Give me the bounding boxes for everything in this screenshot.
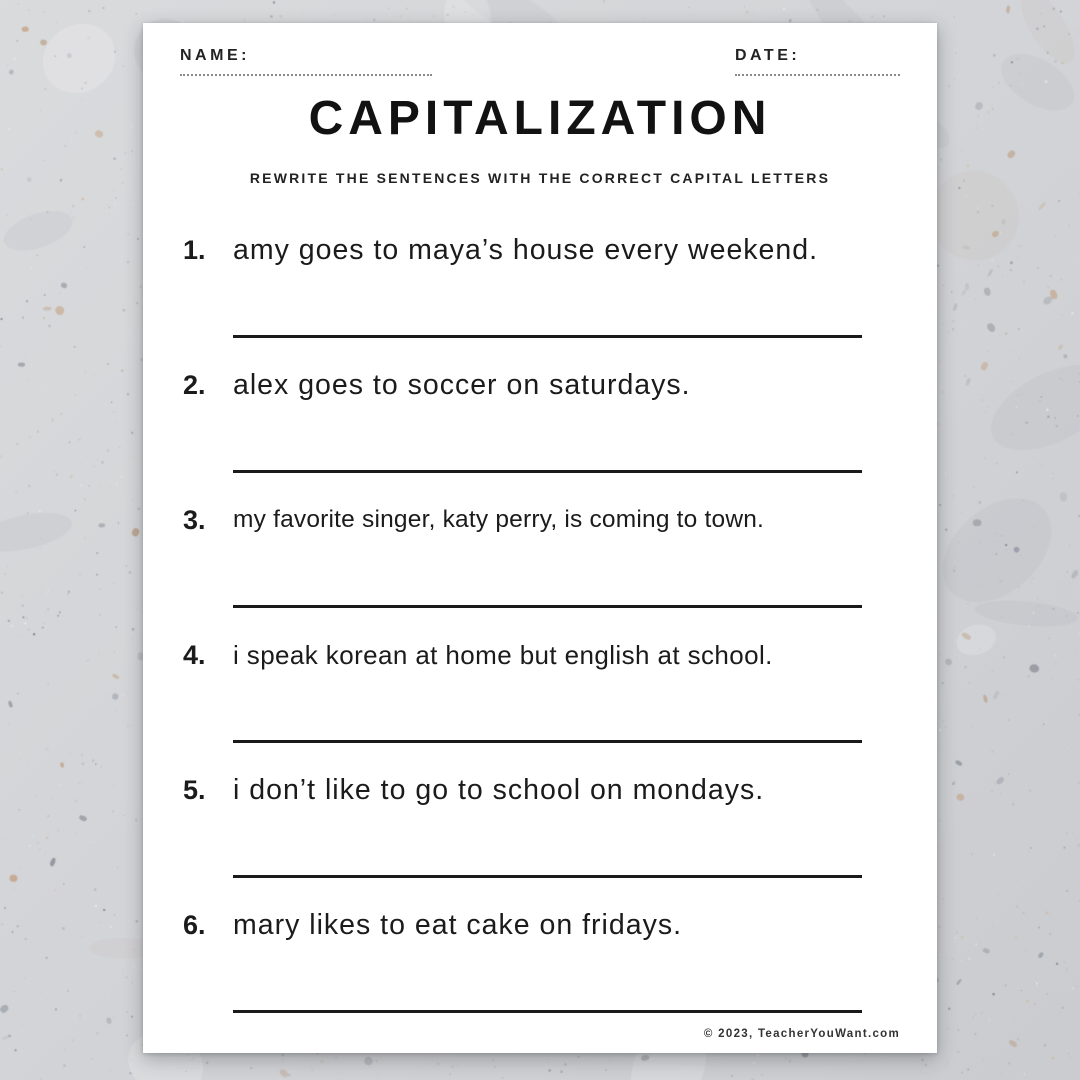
exercise-sentence: amy goes to maya’s house every weekend. [233, 234, 819, 266]
exercise-sentence: mary likes to eat cake on fridays. [233, 909, 683, 941]
exercise-sentence: alex goes to soccer on saturdays. [233, 369, 691, 401]
exercise-item [183, 638, 862, 773]
answer-line [233, 1010, 862, 1013]
worksheet-title: CAPITALIZATION [308, 92, 772, 145]
answer-line [233, 470, 862, 473]
worksheet-paper [143, 23, 937, 1053]
answer-line [233, 335, 862, 338]
exercise-sentence: my favorite singer, katy perry, is coming to town. [233, 506, 765, 533]
exercise-item [183, 908, 862, 1043]
exercise-number: 5. [183, 775, 206, 805]
exercise-number: 2. [183, 370, 206, 400]
exercise-number: 4. [183, 640, 206, 670]
date-blank-line [735, 74, 900, 76]
copyright-text: © 2023, TeacherYouWant.com [703, 1028, 900, 1040]
answer-line [233, 740, 862, 743]
exercise-sentence: i don’t like to go to school on mondays. [233, 774, 765, 806]
name-blank-line [180, 74, 432, 76]
exercise-item [183, 233, 862, 368]
exercise-item [183, 773, 862, 908]
worksheet-instructions: REWRITE THE SENTENCES WITH THE CORRECT CAPITAL LETTERS [249, 170, 831, 186]
answer-line [233, 875, 862, 878]
exercise-sentence: i speak korean at home but english at school. [233, 640, 773, 670]
answer-line [233, 605, 862, 608]
date-label: DATE: [735, 47, 801, 64]
name-label: NAME: [180, 47, 250, 64]
exercise-item [183, 368, 862, 503]
exercise-number: 3. [183, 505, 206, 535]
date-field [735, 47, 900, 76]
exercise-item [183, 503, 862, 638]
exercise-number: 1. [183, 235, 206, 265]
exercise-list [183, 233, 862, 1043]
exercise-number: 6. [183, 910, 206, 940]
name-field [180, 47, 432, 76]
